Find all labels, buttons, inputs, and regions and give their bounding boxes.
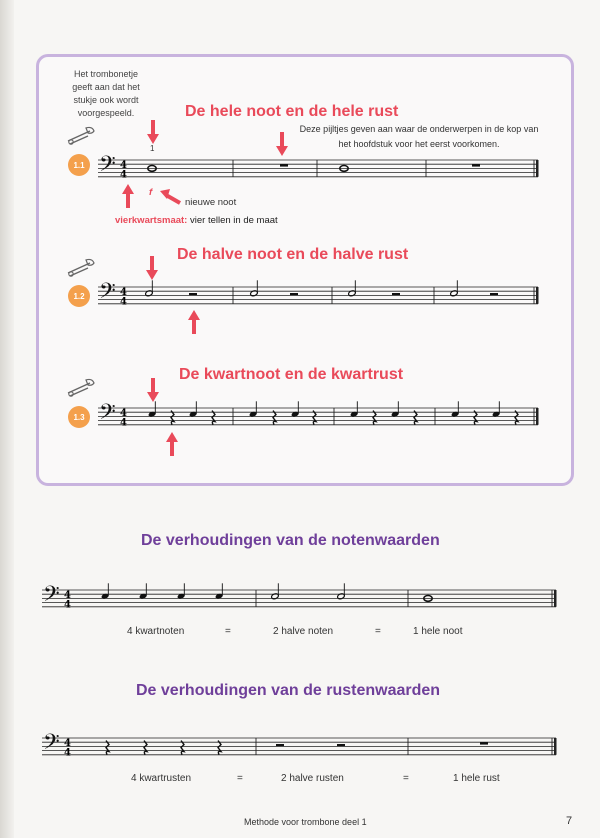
arrow-down-1-1 [147,120,159,144]
arrow-description: Deze pijltjes geven aan waar de onderwerpen in de kop van het hoofdstuk voor het eerst voorkomen. [299,124,539,149]
half-rest [290,293,298,295]
arrow-down-1-3 [147,378,159,402]
section-1-2-title: De halve noot en de halve rust [177,246,409,263]
quarter-rest [414,411,417,425]
final-barline-thick [536,160,539,177]
half-rest [189,293,197,295]
time-sig-bottom: 4 [64,747,71,759]
whole-rest [472,164,480,166]
staff-1-3 [98,400,539,430]
arrow-up-1-1 [122,184,134,208]
bass-clef: 𝄢 [99,152,116,183]
trombone-icon-3 [68,379,94,396]
time-sig-top: 4 [120,407,127,419]
exercise-badge-1-2: 1.2 [68,285,90,307]
quarter-rest [171,411,174,425]
new-note-label: nieuwe noot [185,197,237,208]
quarter-rest [273,411,276,425]
final-barline-thick [554,738,557,755]
staff-1-1 [98,152,539,182]
section-1-1-title: De hele noot en de hele rust [185,103,399,120]
ratio-whole-note: 1 hele noot [413,626,463,637]
ratio-half-notes: 2 halve noten [273,626,334,637]
arrow-down-1-2 [146,256,158,280]
meter-term: vierkwartsmaat: [115,215,188,226]
half-rest [392,293,400,295]
whole-rest [480,742,488,744]
ratio-quarter-rests: 4 kwartrusten [131,773,192,784]
time-sig-bottom: 4 [120,169,127,181]
time-sig-bottom: 4 [120,296,127,308]
time-sig-top: 4 [120,159,127,171]
quarter-rest [373,411,376,425]
half-rest [276,744,284,746]
staff-1-2 [98,279,539,309]
ratio-quarter-notes: 4 kwartnoten [127,626,185,637]
bass-clef: 𝄢 [43,582,60,613]
footer-title: Methode voor trombone deel 1 [244,817,367,827]
section-1-3-title: De kwartnoot en de kwartrust [179,366,404,383]
final-barline-thick [536,408,539,425]
quarter-rest [218,741,221,755]
ratio-whole-rest: 1 hele rust [453,773,500,784]
exercise-badge-1-3: 1.3 [68,406,90,428]
bass-clef: 𝄢 [99,400,116,431]
page-number: 7 [566,815,573,827]
bar-number: 1 [150,144,155,153]
quarter-rest [515,411,518,425]
half-rest [337,744,345,746]
quarter-rest [474,411,477,425]
quarter-rest [212,411,215,425]
equals-sign: = [237,773,243,784]
exercise-badge-1-1: 1.1 [68,154,90,176]
arrow-up-1-3 [166,432,178,456]
arrow-new-note [160,189,180,203]
quarter-rest [181,741,184,755]
staff-rest-values [42,730,557,760]
equals-sign: = [225,626,231,637]
bass-clef: 𝄢 [99,279,116,310]
trombone-icon-1 [68,127,94,144]
dynamic-forte: f [149,187,153,198]
final-barline-thick [554,590,557,607]
arrow-up-1-2 [188,310,200,334]
time-sig-top: 4 [120,286,127,298]
trombone-explanation: Het trombonetje geeft aan dat het stukje ook wordt voorgespeeld. [72,69,140,118]
equals-sign: = [403,773,409,784]
note-values-title: De verhoudingen van de notenwaarden [141,532,440,549]
rest-values-title: De verhoudingen van de rustenwaarden [136,682,441,699]
quarter-rest [106,741,109,755]
half-rest [490,293,498,295]
time-sig-top: 4 [64,737,71,749]
quarter-rest [144,741,147,755]
arrow-down-1-1b [276,132,288,156]
whole-rest [280,164,288,166]
time-sig-bottom: 4 [120,417,127,429]
bass-clef: 𝄢 [43,730,60,761]
trombone-icon-2 [68,259,94,276]
final-barline-thick [536,287,539,304]
quarter-rest [313,411,316,425]
equals-sign: = [375,626,381,637]
ratio-half-rests: 2 halve rusten [281,773,344,784]
staff-note-values [42,582,557,612]
time-sig-top: 4 [64,589,71,601]
meter-desc: vier tellen in de maat [190,215,278,226]
time-sig-bottom: 4 [64,599,71,611]
